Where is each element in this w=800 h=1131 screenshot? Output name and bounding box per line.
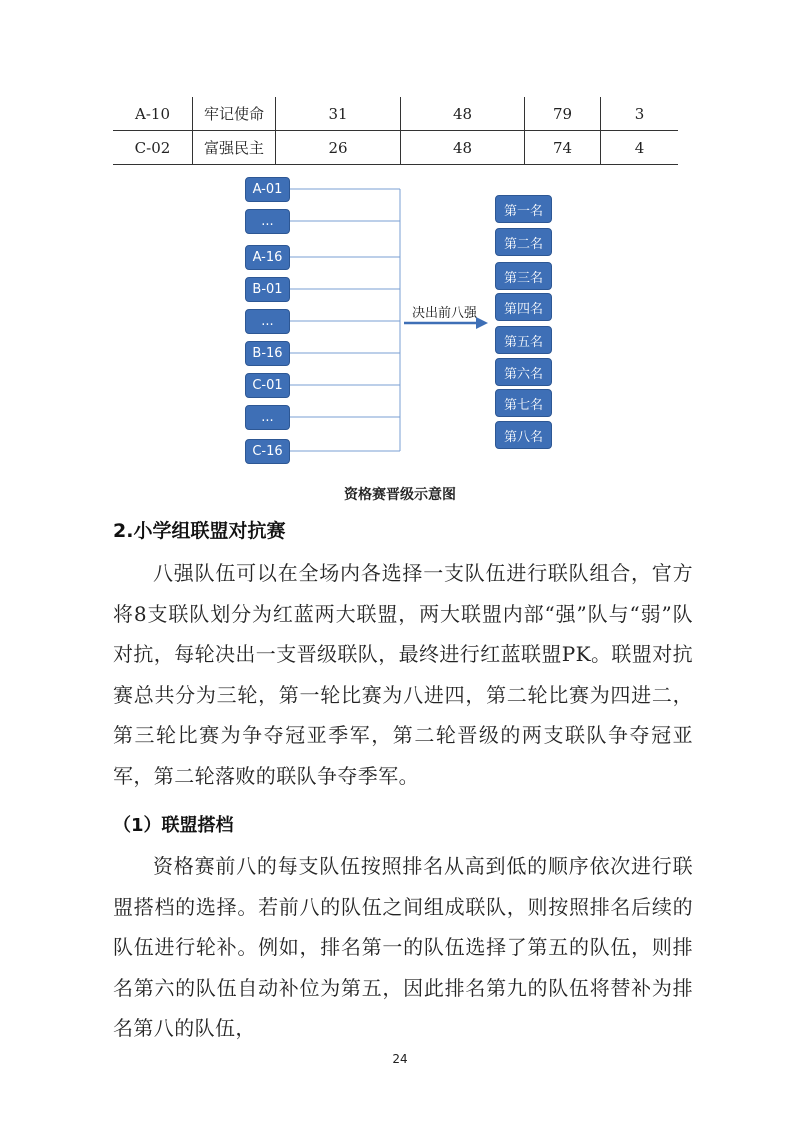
rank-box: 第七名: [495, 389, 552, 417]
rank-cell: 3: [601, 97, 679, 131]
rank-box: 第一名: [495, 195, 552, 223]
diagram-caption: 资格赛晋级示意图: [344, 487, 456, 503]
paragraph: 八强队伍可以在全场内各选择一支队伍进行联队组合，官方将8支联队划分为红蓝两大联盟，两大联盟内部“强”队与“弱”队对抗，每轮决出一支晋级联队，最终进行红蓝联盟PK。联盟对抗赛总共分为三轮，第一轮比赛为八进四，第二轮比赛为四进二，第三轮比赛为争夺冠亚季军，第二轮晋级的两支联队争夺冠亚军，第二轮落败的联队争夺季军。: [113, 561, 693, 788]
score-cell: 31: [276, 97, 401, 131]
section-heading: 2.小学组联盟对抗赛: [113, 520, 286, 542]
total-cell: 79: [525, 97, 601, 131]
team-box: C-01: [245, 373, 290, 398]
arrow-head: [476, 317, 488, 329]
rank-cell: 4: [601, 131, 679, 165]
rank-box: 第四名: [495, 293, 552, 321]
rank-box: 第八名: [495, 421, 552, 449]
rank-box: 第三名: [495, 262, 552, 290]
team-id-cell: C-02: [113, 131, 193, 165]
rank-box: 第五名: [495, 326, 552, 354]
rank-box: 第二名: [495, 228, 552, 256]
advancement-diagram: [0, 0, 800, 480]
ellipsis-box: ...: [245, 309, 290, 334]
team-box: B-01: [245, 277, 290, 302]
total-cell: 74: [525, 131, 601, 165]
ellipsis-box: ...: [245, 405, 290, 430]
score-cell: 48: [401, 97, 525, 131]
team-name-cell: 牢记使命: [193, 97, 276, 131]
team-id-cell: A-10: [113, 97, 193, 131]
connector-lines: [0, 0, 800, 480]
score-cell: 48: [401, 131, 525, 165]
rank-box: 第六名: [495, 358, 552, 386]
team-box: A-01: [245, 177, 290, 202]
team-box: B-16: [245, 341, 290, 366]
page-number: 24: [392, 1052, 408, 1066]
score-cell: 26: [276, 131, 401, 165]
arrow-label: 决出前八强: [412, 306, 478, 321]
team-box: A-16: [245, 245, 290, 270]
subsection-heading: （1）联盟搭档: [113, 815, 234, 836]
team-box: C-16: [245, 439, 290, 464]
paragraph: 资格赛前八的每支队伍按照排名从高到低的顺序依次进行联盟搭档的选择。若前八的队伍之间组成联队，则按照排名后续的队伍进行轮补。例如，排名第一的队伍选择了第五的队伍，则排名第六的队伍自动补位为第五，因此排名第九的队伍将替补为排名第八的队伍，: [113, 854, 693, 1041]
ellipsis-box: ...: [245, 209, 290, 234]
team-name-cell: 富强民主: [193, 131, 276, 165]
